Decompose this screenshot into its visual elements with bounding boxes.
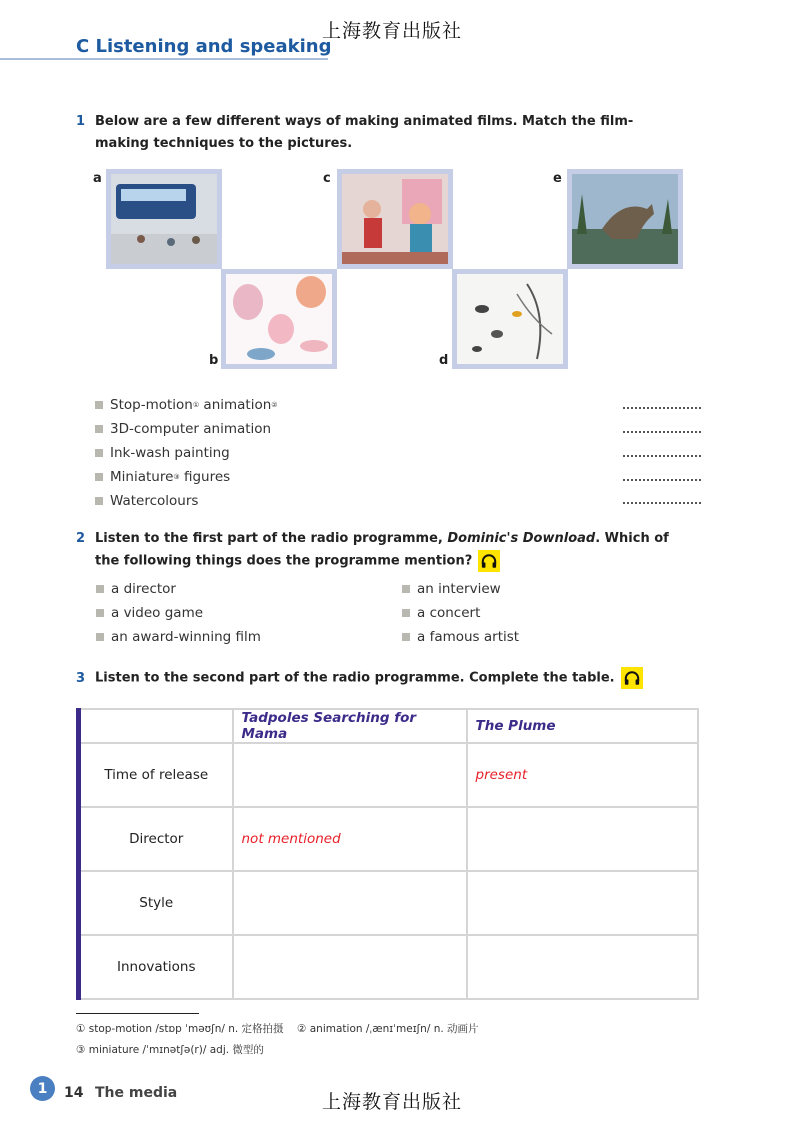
technique-item: [95, 441, 278, 465]
programme-title: Dominic's Download: [447, 531, 596, 546]
technique-label: 3D-computer animation: [110, 421, 272, 437]
question-3: [95, 667, 715, 690]
unit-badge: 1: [30, 1076, 55, 1101]
bullet-icon: [96, 609, 104, 617]
technique-label-suffix: animation: [203, 397, 272, 413]
question-3-text: Listen to the second part of the radio programme. Complete the table.: [95, 670, 615, 686]
page-number: 14: [64, 1085, 84, 1101]
option-item: [402, 601, 519, 625]
option-item: [96, 625, 261, 649]
answer-cell[interactable]: [467, 871, 699, 935]
answer-cell[interactable]: [467, 935, 699, 999]
header-cell-plume: The Plume: [467, 709, 699, 743]
unit-title: The media: [95, 1085, 178, 1101]
answer-blank-1[interactable]: [623, 407, 701, 409]
technique-list: [95, 393, 278, 513]
table-row: [79, 871, 699, 935]
option-label: an interview: [417, 581, 501, 597]
bullet-icon: [402, 609, 410, 617]
technique-item: [95, 489, 278, 513]
answer-cell[interactable]: not mentioned: [233, 807, 467, 871]
answer-blank-2[interactable]: [623, 431, 701, 433]
row-label: Director: [79, 807, 233, 871]
option-label: a video game: [111, 605, 204, 621]
section-title: C Listening and speaking: [76, 36, 332, 57]
footnote-ref: ②: [271, 401, 278, 409]
picture-label-d: d: [439, 353, 449, 368]
footnote-2: ② animation /ˌænɪˈmeɪʃn/ n. 动画片: [297, 1023, 479, 1035]
technique-label: Ink-wash painting: [110, 445, 230, 461]
q2-text-pre: Listen to the first part of the radio programme,: [95, 531, 448, 546]
option-label: a famous artist: [417, 629, 520, 645]
technique-label-suffix: figures: [183, 469, 231, 485]
picture-e-3d-dinosaur: [567, 169, 683, 269]
publisher-footer: 上海教育出版社: [322, 1091, 463, 1113]
publisher-header: 上海教育出版社: [322, 20, 463, 42]
answer-blank-4[interactable]: [623, 479, 701, 481]
header-cell-tadpoles: Tadpoles Searching for Mama: [233, 709, 467, 743]
option-item: [402, 625, 519, 649]
question-1-text: Below are a few different ways of making animated films. Match the film-making techniques to the pictures.: [95, 114, 634, 151]
picture-label-b: b: [209, 353, 219, 368]
q2-text-post: . Which of the following things does the programme mention?: [95, 531, 669, 569]
section-divider: [0, 58, 328, 60]
technique-item: [95, 393, 278, 417]
picture-a-miniature-bus: [106, 169, 222, 269]
technique-item: [95, 465, 278, 489]
picture-label-a: a: [93, 171, 102, 186]
question-3-number: 3: [76, 671, 86, 686]
table-row: [79, 807, 699, 871]
headphones-icon[interactable]: [621, 667, 643, 689]
picture-c-stop-motion-puppets: [337, 169, 453, 269]
header-cell-empty: [79, 709, 233, 743]
table-row: [79, 935, 699, 999]
option-label: a director: [111, 581, 176, 597]
bullet-icon: [95, 425, 103, 433]
footnote-1: ① stop-motion /stɒp ˈməʊʃn/ n. 定格拍摄: [76, 1023, 284, 1035]
bullet-icon: [95, 449, 103, 457]
picture-b-watercolour-balloons: [221, 269, 337, 369]
bullet-icon: [95, 401, 103, 409]
bullet-icon: [95, 473, 103, 481]
option-label: an award-winning film: [111, 629, 261, 645]
question-2-text: [95, 528, 685, 573]
comparison-table: [76, 708, 699, 1000]
picture-d-ink-wash-tadpoles: [452, 269, 568, 369]
row-label: Style: [79, 871, 233, 935]
technique-label: Stop-motion: [110, 397, 193, 413]
footnote-3: ③ miniature /ˈmɪnətʃə(r)/ adj. 微型的: [76, 1044, 264, 1056]
footnote-ref: ①: [192, 401, 200, 409]
table-row: [79, 743, 699, 807]
headphones-icon[interactable]: [478, 550, 500, 572]
option-item: [96, 601, 261, 625]
picture-label-e: e: [553, 171, 562, 186]
row-label: Innovations: [79, 935, 233, 999]
table-header-row: [79, 709, 699, 743]
technique-item: [95, 417, 278, 441]
bullet-icon: [96, 633, 104, 641]
bullet-icon: [402, 585, 410, 593]
question-1-number: 1: [76, 114, 86, 129]
answer-blank-5[interactable]: [623, 502, 701, 504]
bullet-icon: [402, 633, 410, 641]
answer-cell[interactable]: [467, 807, 699, 871]
question-2-number: 2: [76, 531, 86, 546]
q2-options-left: [96, 577, 261, 649]
answer-blank-3[interactable]: [623, 455, 701, 457]
technique-label: Miniature: [110, 469, 174, 485]
bullet-icon: [95, 497, 103, 505]
bullet-icon: [96, 585, 104, 593]
answer-cell[interactable]: [233, 743, 467, 807]
option-item: [402, 577, 519, 601]
answer-cell[interactable]: [233, 935, 467, 999]
footnote-divider: [76, 1013, 199, 1014]
technique-label: Watercolours: [110, 493, 199, 509]
answer-cell[interactable]: present: [467, 743, 699, 807]
answer-cell[interactable]: [233, 871, 467, 935]
picture-label-c: c: [323, 171, 331, 186]
footnote-ref: ③: [173, 473, 180, 481]
option-label: a concert: [417, 605, 481, 621]
option-item: [96, 577, 261, 601]
row-label: Time of release: [79, 743, 233, 807]
q2-options-right: [402, 577, 519, 649]
